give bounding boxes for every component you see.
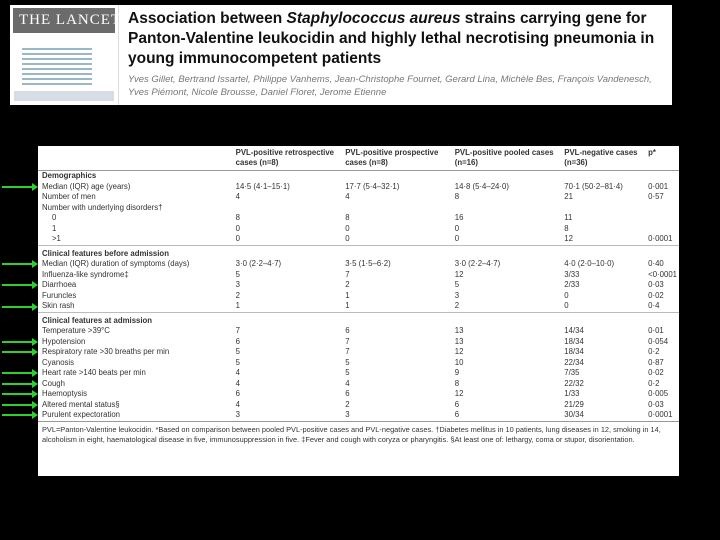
table-row — [38, 301, 679, 312]
cell-c3: 12 — [454, 389, 464, 398]
table-section-row — [38, 171, 679, 182]
cell-c3: 8 — [454, 192, 460, 201]
green-arrow-icon — [2, 351, 36, 353]
cell-p: 0·2 — [648, 347, 660, 356]
row-label: Number of men — [42, 192, 96, 201]
green-arrow-icon — [2, 186, 36, 188]
cell-c3 — [451, 203, 561, 214]
cell-p: <0·0001 — [648, 269, 677, 279]
cell-p: 0·005 — [648, 389, 669, 398]
cell-p: 0·0001 — [648, 410, 673, 419]
cell-c1: 7 — [235, 326, 240, 335]
cell-c3: 2 — [454, 301, 460, 310]
cell-p: 0·02 — [648, 368, 664, 377]
cell-p: 0·01 — [648, 326, 664, 335]
cell-c2: 5 — [345, 368, 350, 377]
cell-c3: 0 — [454, 234, 460, 243]
cell-c2: 2 — [345, 280, 350, 289]
green-arrow-icon — [2, 284, 36, 286]
cell-c4: 30/34 — [564, 410, 584, 419]
cell-c1: 5 — [235, 269, 240, 279]
cell-c4: 0 — [564, 290, 569, 300]
cell-c1: 1 — [235, 301, 240, 310]
cell-c4: 14/34 — [564, 326, 584, 335]
table-row — [38, 389, 679, 400]
cell-c2: 0 — [345, 234, 350, 243]
cell-c4: 7/35 — [564, 368, 580, 377]
cell-c3: 6 — [454, 410, 460, 419]
row-label: Skin rash — [42, 301, 75, 310]
cell-p: 0·87 — [648, 357, 664, 367]
cell-c1: 14·5 (4·1–15·1) — [235, 181, 290, 191]
table-row — [38, 400, 679, 411]
green-arrow-icon — [2, 341, 36, 343]
table-row — [38, 291, 679, 302]
cell-c3: 14·8 (5·4–24·0) — [454, 181, 509, 191]
cell-p: 0·03 — [648, 280, 664, 289]
cell-p: 0·001 — [648, 181, 669, 191]
cell-c1: 3 — [235, 410, 240, 419]
cell-c4: 2/33 — [564, 280, 580, 289]
row-label: Purulent expectoration — [42, 410, 121, 419]
row-label: Diarrhoea — [42, 280, 77, 289]
cell-c1: 4 — [235, 192, 240, 201]
row-label: 1 — [52, 223, 57, 233]
table-row — [38, 182, 679, 193]
row-label: Temperature >39°C — [42, 326, 110, 335]
cell-c3: 3 — [454, 290, 460, 300]
cell-c2: 7 — [345, 269, 350, 279]
cell-p — [644, 213, 679, 224]
cell-c4: 8 — [564, 223, 569, 233]
cell-c2: 0 — [345, 223, 350, 233]
article-authors: Yves Gillet, Bertrand Issartel, Philippe Vanhems, Jean-Christophe Fournet, Gerard Lina, Michèle Bes, François Vandenesch, Yves Piémont, Nicole Brousse, Daniel Floret, Jerome Etienne — [128, 74, 652, 98]
cell-c3: 9 — [454, 368, 460, 377]
cell-c1: 5 — [235, 357, 240, 367]
green-arrow-icon — [2, 414, 36, 416]
row-label: 0 — [52, 213, 57, 222]
table-row — [38, 379, 679, 390]
cell-c4: 18/34 — [564, 347, 584, 356]
cover-text-lines — [22, 45, 92, 88]
cell-p: 0·03 — [648, 399, 664, 409]
column-header: PVL-negative cases (n=36) — [560, 146, 644, 171]
table-row — [38, 234, 679, 245]
cell-c2: 8 — [345, 213, 350, 222]
cell-c3: 0 — [454, 223, 460, 233]
table-row — [38, 347, 679, 358]
table-row — [38, 410, 679, 421]
row-label: Median (IQR) duration of symptoms (days) — [42, 259, 190, 268]
cell-c2: 1 — [345, 301, 350, 310]
row-label: Median (IQR) age (years) — [42, 181, 131, 191]
article-title: Association between Staphylococcus aureus strains carrying gene for Panton-Valentine leukocidin and highly lethal necrotising pneumonia in young immunocompetent patients — [128, 10, 655, 67]
cell-c1: 0 — [235, 234, 240, 243]
journal-cover-thumbnail — [10, 5, 122, 105]
row-label: Heart rate >140 beats per min — [42, 368, 146, 377]
row-label: Respiratory rate >30 breaths per min — [42, 347, 170, 356]
row-label: Haemoptysis — [42, 389, 88, 398]
cell-p — [644, 203, 679, 214]
article-header — [10, 5, 672, 105]
cell-c1: 2 — [235, 290, 240, 300]
row-label: Furuncles — [42, 290, 77, 300]
cell-c2: 17·7 (5·4–32·1) — [345, 181, 400, 191]
cell-c4: 3/33 — [564, 269, 580, 279]
cell-c3: 6 — [454, 399, 460, 409]
cell-c1 — [232, 203, 342, 214]
cell-c4: 21/29 — [564, 399, 584, 409]
cell-c4: 70·1 (50·2–81·4) — [564, 181, 623, 191]
row-label: Cyanosis — [42, 357, 75, 367]
cell-c2: 1 — [345, 290, 350, 300]
cell-p: 0·0001 — [648, 234, 673, 243]
cell-c4: 0 — [564, 301, 569, 310]
cell-c1: 5 — [235, 347, 240, 356]
section-label: Clinical features at admission — [38, 312, 679, 326]
column-header: PVL-positive prospective cases (n=8) — [341, 146, 451, 171]
cell-c1: 6 — [235, 389, 240, 398]
table-row — [38, 337, 679, 348]
cell-p: 0·2 — [648, 378, 660, 388]
row-label: Influenza-like syndrome‡ — [42, 269, 129, 279]
green-arrow-icon — [2, 263, 36, 265]
cell-c2: 4 — [345, 378, 350, 388]
title-area — [128, 9, 668, 99]
table-section-row — [38, 312, 679, 326]
column-header: p* — [644, 146, 679, 171]
cell-c4: 1/33 — [564, 389, 580, 398]
cell-c3: 8 — [454, 378, 460, 388]
row-label: Number with underlying disorders† — [42, 202, 163, 212]
cell-c2: 2 — [345, 399, 350, 409]
cell-c1: 4 — [235, 378, 240, 388]
cell-c2 — [341, 203, 451, 214]
cell-c4: 11 — [564, 213, 573, 222]
column-header: PVL-positive pooled cases (n=16) — [451, 146, 561, 171]
table-header-row — [38, 146, 679, 171]
cell-c1: 4 — [235, 368, 240, 377]
cell-c4: 4·0 (2·0–10·0) — [564, 259, 615, 268]
column-header: PVL-positive retrospective cases (n=8) — [232, 146, 342, 171]
column-header — [38, 146, 232, 171]
table-row — [38, 270, 679, 281]
cell-c4: 12 — [564, 234, 573, 243]
cell-c3: 10 — [454, 357, 464, 367]
cell-p: 0·57 — [648, 192, 664, 201]
table-row — [38, 259, 679, 270]
cell-c3: 12 — [454, 347, 464, 356]
row-label: Altered mental status§ — [42, 399, 120, 409]
cell-c1: 6 — [235, 336, 240, 346]
table-row — [38, 224, 679, 235]
row-label: Cough — [42, 378, 65, 388]
green-arrow-icon — [2, 404, 36, 406]
table-row — [38, 213, 679, 224]
results-table-panel — [38, 146, 679, 476]
results-table — [38, 146, 679, 421]
section-label: Demographics — [42, 171, 97, 180]
cell-c4: 21 — [564, 192, 573, 201]
cell-c2: 6 — [345, 326, 350, 335]
cell-c2: 3·5 (1·5–6·2) — [345, 259, 391, 268]
cell-c3: 13 — [454, 336, 464, 346]
cell-c2: 4 — [345, 192, 350, 201]
cell-c4: 22/34 — [564, 357, 584, 367]
cell-p: 0·054 — [648, 336, 669, 346]
table-row — [38, 280, 679, 291]
green-arrow-icon — [2, 383, 36, 385]
table-row — [38, 326, 679, 337]
cell-c1: 0 — [235, 223, 240, 233]
green-arrow-icon — [2, 306, 36, 308]
row-label: Hypotension — [42, 336, 86, 346]
cell-c4: 18/34 — [564, 336, 584, 346]
cell-c3: 12 — [454, 269, 464, 279]
cell-p: 0·40 — [648, 259, 664, 268]
cell-c4: 22/32 — [564, 378, 584, 388]
cell-c2: 7 — [345, 347, 350, 356]
row-label: >1 — [52, 234, 61, 243]
cell-c1: 3·0 (2·2–4·7) — [235, 259, 282, 268]
cell-c1: 3 — [235, 280, 240, 289]
cell-p — [644, 224, 679, 235]
cell-c2: 6 — [345, 389, 350, 398]
cell-c1: 4 — [235, 399, 240, 409]
table-row — [38, 368, 679, 379]
cell-c2: 5 — [345, 357, 350, 367]
table-footnote: PVL=Panton-Valentine leukocidin. *Based on comparison between pooled PVL-positive cases and PVL-negative cases. †Diabetes mellitus in 10 patients, lung diseases in 12, smoking in 14, alcoholism in eight, haematological disease in five, immunosuppression in five. ‡Fever and cough with coryza or pharyngitis. §At least one of: lethargy, coma or stupor, disorientation. — [38, 421, 679, 445]
cover-footer — [14, 91, 114, 101]
cell-p: 0·02 — [648, 290, 664, 300]
cell-c3: 13 — [454, 326, 464, 335]
cell-p: 0·4 — [648, 301, 660, 310]
green-arrow-icon — [2, 372, 36, 374]
table-section-row — [38, 245, 679, 259]
cell-c2: 7 — [345, 336, 350, 346]
section-label: Clinical features before admission — [38, 245, 679, 259]
cell-c3: 5 — [454, 280, 460, 289]
cell-c3: 3·0 (2·2–4·7) — [454, 259, 501, 268]
table-row — [38, 203, 679, 214]
cell-c2: 3 — [345, 410, 350, 419]
green-arrow-icon — [2, 393, 36, 395]
table-row — [38, 358, 679, 369]
journal-logo: THE LANCET — [13, 8, 115, 33]
cell-c3: 16 — [454, 213, 464, 222]
cell-c4 — [560, 203, 644, 214]
cell-c1: 8 — [235, 213, 240, 222]
table-row — [38, 192, 679, 203]
